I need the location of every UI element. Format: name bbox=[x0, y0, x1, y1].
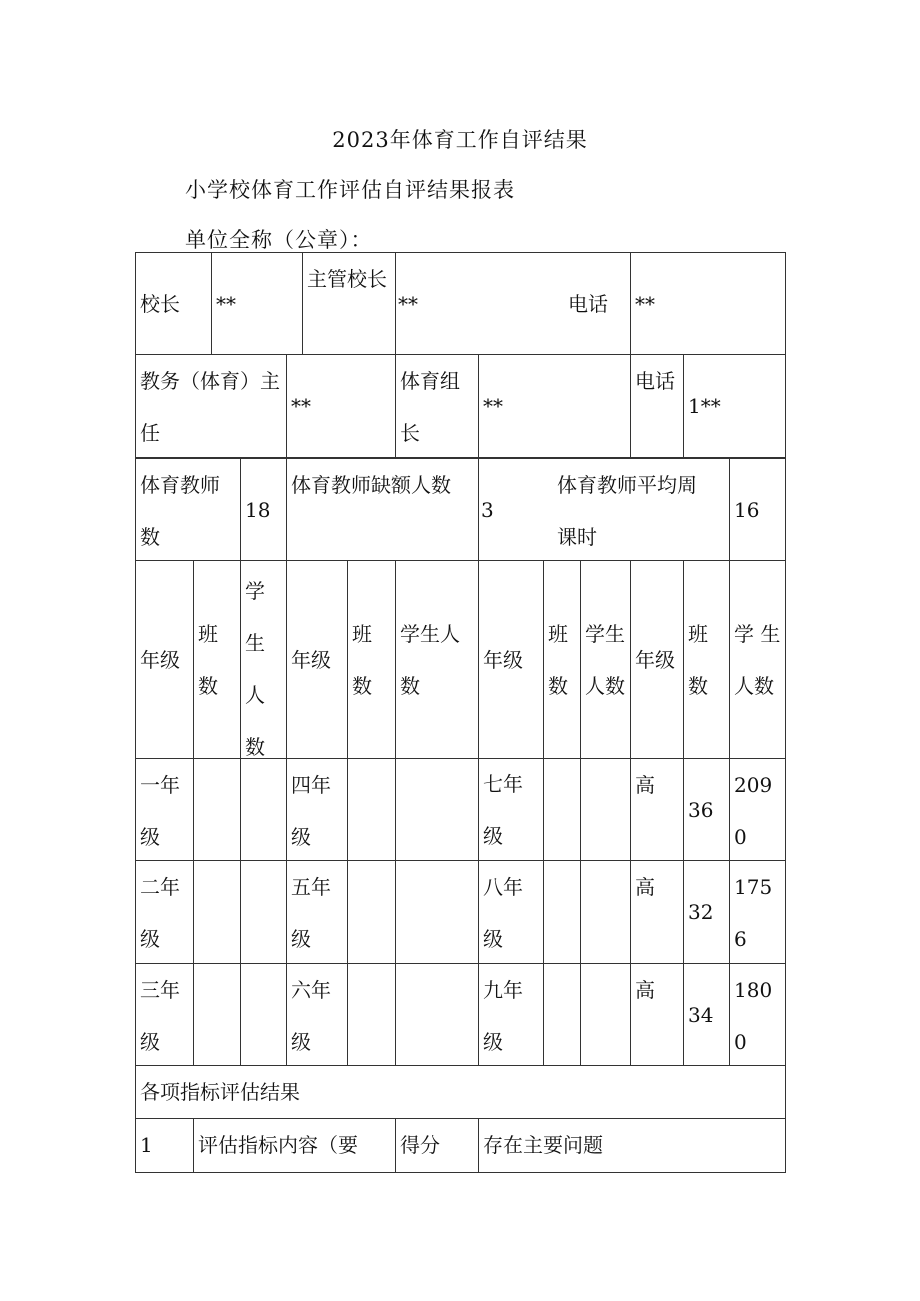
phone-value-2: 1** bbox=[683, 354, 786, 458]
grade-row-3-name-1: 三年级 bbox=[135, 963, 194, 1066]
grade-row-3-classes-1 bbox=[193, 963, 241, 1066]
grade-row-3-students-3 bbox=[580, 963, 631, 1066]
document-title: 2023年体育工作自评结果 bbox=[332, 128, 588, 152]
grade-row-1-classes-4: 36 bbox=[683, 758, 730, 861]
class-count-header-2: 班数 bbox=[347, 560, 396, 759]
grade-row-3-name-3: 九年级 bbox=[478, 963, 544, 1066]
grade-row-2-classes-2 bbox=[347, 860, 396, 964]
grade-row-3-students-1 bbox=[240, 963, 287, 1066]
avg-hours-cell bbox=[478, 458, 730, 561]
grade-row-1-name-2: 四年级 bbox=[286, 758, 348, 861]
grade-row-2-classes-4: 32 bbox=[683, 860, 730, 964]
grade-row-3-classes-3 bbox=[543, 963, 581, 1066]
grade-row-2-classes-1 bbox=[193, 860, 241, 964]
pe-leader-value: ** bbox=[478, 354, 631, 458]
grade-header-1: 年级 bbox=[135, 560, 194, 759]
grade-row-2-name-3: 八年级 bbox=[478, 860, 544, 964]
grade-row-1-classes-3 bbox=[543, 758, 581, 861]
grade-row-1-classes-1 bbox=[193, 758, 241, 861]
grade-row-1-students-4: 2090 bbox=[729, 758, 786, 861]
grade-row-3-name-2: 六年级 bbox=[286, 963, 348, 1066]
phone-label-2: 电话 bbox=[630, 354, 684, 458]
grade-row-3-name-4: 高 bbox=[630, 963, 684, 1066]
phone-value-1: ** bbox=[630, 252, 786, 355]
pe-teachers-value: 18 bbox=[240, 458, 287, 561]
grade-row-1-name-3: 七年级 bbox=[478, 758, 544, 861]
grade-row-3-classes-2 bbox=[347, 963, 396, 1066]
student-count-header-3: 学生人数 bbox=[580, 560, 631, 759]
grade-row-1-name-4: 高 bbox=[630, 758, 684, 861]
grade-row-2-name-1: 二年级 bbox=[135, 860, 194, 964]
vice-principal-value bbox=[395, 252, 631, 355]
results-heading: 各项指标评估结果 bbox=[135, 1065, 786, 1119]
grade-header-2: 年级 bbox=[286, 560, 348, 759]
grade-row-2-name-4: 高 bbox=[630, 860, 684, 964]
grade-row-3-students-4: 1800 bbox=[729, 963, 786, 1066]
class-count-header-1: 班数 bbox=[193, 560, 241, 759]
vice-principal-value-text: ** bbox=[398, 291, 418, 316]
teacher-vacancy-label: 体育教师缺额人数 bbox=[286, 458, 479, 561]
pe-leader-label: 体育组长 bbox=[395, 354, 479, 458]
grade-row-2-classes-3 bbox=[543, 860, 581, 964]
student-count-header-4: 学 生人数 bbox=[729, 560, 786, 759]
pe-teachers-label: 体育教师数 bbox=[135, 458, 241, 561]
avg-hours-value: 16 bbox=[729, 458, 786, 561]
grade-row-1-students-2 bbox=[395, 758, 479, 861]
director-label: 教务（体育）主任 bbox=[135, 354, 287, 458]
results-col-problem: 存在主要问题 bbox=[478, 1118, 786, 1173]
document-subtitle: 小学校体育工作评估自评结果报表 bbox=[185, 178, 515, 202]
director-value: ** bbox=[286, 354, 396, 458]
grade-header-3: 年级 bbox=[478, 560, 544, 759]
grade-row-3-classes-4: 34 bbox=[683, 963, 730, 1066]
class-count-header-3: 班数 bbox=[543, 560, 581, 759]
grade-row-2-students-1 bbox=[240, 860, 287, 964]
vice-principal-label: 主管校长 bbox=[302, 252, 396, 355]
results-col-content: 评估指标内容（要 bbox=[193, 1118, 396, 1173]
grade-row-2-students-3 bbox=[580, 860, 631, 964]
class-count-header-4: 班数 bbox=[683, 560, 730, 759]
student-count-header-1: 学生人数 bbox=[240, 560, 287, 759]
teacher-vacancy-value: 3 bbox=[481, 498, 494, 522]
principal-label: 校长 bbox=[135, 252, 212, 355]
grade-row-1-classes-2 bbox=[347, 758, 396, 861]
student-count-header-2: 学生人数 bbox=[395, 560, 479, 759]
grade-row-2-students-2 bbox=[395, 860, 479, 964]
results-col-score: 得分 bbox=[395, 1118, 479, 1173]
principal-value: ** bbox=[211, 252, 303, 355]
grade-header-4: 年级 bbox=[630, 560, 684, 759]
avg-hours-label: 体育教师平均周课时 bbox=[557, 473, 697, 549]
results-col-no: 1 bbox=[135, 1118, 194, 1173]
grade-row-1-students-3 bbox=[580, 758, 631, 861]
phone-label-1: 电话 bbox=[568, 291, 608, 316]
grade-row-2-students-4: 1756 bbox=[729, 860, 786, 964]
unit-name-label: 单位全称（公章）： bbox=[185, 228, 373, 252]
grade-row-1-name-1: 一年级 bbox=[135, 758, 194, 861]
grade-row-3-students-2 bbox=[395, 963, 479, 1066]
grade-row-1-students-1 bbox=[240, 758, 287, 861]
grade-row-2-name-2: 五年级 bbox=[286, 860, 348, 964]
